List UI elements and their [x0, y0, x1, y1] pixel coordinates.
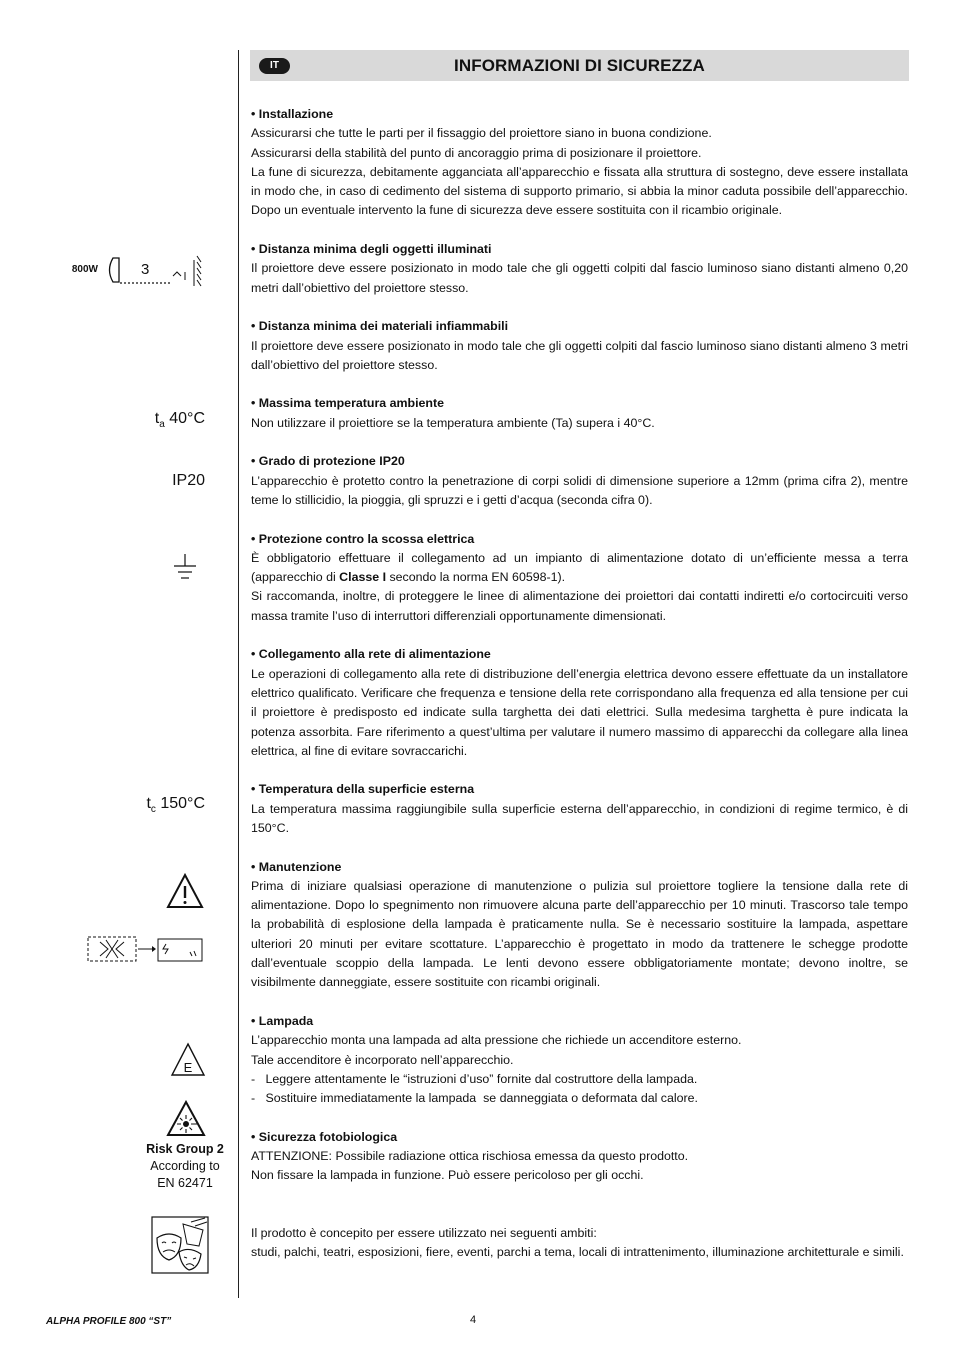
ground-icon [172, 552, 198, 582]
standard-label: EN 62471 [157, 1176, 213, 1190]
page-number: 4 [470, 1314, 477, 1326]
list-item: - Sostituire immediatamente la lampada se danneggiata o deformata dal calore. [251, 1091, 699, 1106]
paragraph: Il proiettore deve essere posizionato in modo tale che gli oggetti colpiti dal fascio luminoso siano distanti almeno 0,20 metri dall’obiettivo del proiettore stesso. [251, 261, 908, 295]
paragraph: La temperatura massima raggiungibile sulla superficie esterna dell’apparecchio, in condizioni di regime termico, è di 150°C. [251, 801, 908, 835]
section-collegamento [251, 645, 908, 761]
according-to-label: According to [150, 1159, 220, 1173]
section-scossa-elettrica [251, 530, 908, 626]
section-lampada [251, 1012, 908, 1108]
paragraph: Tale accenditore è incorporato nell’apparecchio. [251, 1052, 514, 1067]
section-temperatura-ambiente [251, 394, 908, 433]
text-run: secondo la norma EN 60598-1). [386, 570, 566, 585]
paragraph: studi, palchi, teatri, esposizioni, fiere, eventi, parchi a tema, locali di intrattenimento, illuminazione architetturale e simili. [251, 1244, 904, 1259]
section-manutenzione [251, 858, 908, 993]
tc-symbol: t [146, 795, 151, 812]
tc-value: 150°C [160, 795, 205, 812]
section-heading: • Installazione [251, 107, 334, 121]
lamp-e-icon [170, 1042, 206, 1078]
ta-value: 40°C [169, 410, 205, 427]
section-heading: • Manutenzione [251, 859, 342, 874]
section-heading: • Sicurezza fotobiologica [251, 1129, 398, 1144]
warning-icon [166, 872, 204, 910]
paragraph: Le operazioni di collegamento alla rete di distribuzione dell’energia elettrica devono essere effettuate da un installatore elettrico qualificato. Verificare che frequenza e tensione della rete corrispondano alla frequenza ed alla tensione per cui il proiettore è predisposto ed indicate sulla targhetta dei dati elettrici. Sulla medesima targhetta è pure indicata la potenza assorbita. Fare riferimento a quest’ultima per valutare il numero massimo di apparecchi da collegare alla linea elettrica, al fine di evitare sovraccarichi. [251, 666, 908, 758]
power-label: 800W [71, 264, 98, 275]
page-title: INFORMAZIONI DI SICUREZZA [454, 56, 705, 75]
risk-group-label: Risk Group 2 [146, 1142, 224, 1156]
section-fotobiologica [251, 1128, 908, 1186]
section-distanza-oggetti [251, 240, 908, 298]
section-heading: • Grado di protezione IP20 [251, 454, 405, 469]
surface-temperature-label [110, 795, 205, 815]
section-heading: • Protezione contro la scossa elettrica [251, 531, 475, 546]
tc-subscript: c [150, 804, 156, 816]
language-badge: IT [259, 58, 290, 74]
list-item: - Leggere attentamente le “istruzioni d’uso” fornite dal costruttore della lampada. [251, 1071, 698, 1086]
paragraph: Si raccomanda, inoltre, di proteggere le linee di alimentazione dei proiettori dai contatti indiretti e/o cortocircuiti verso massa tramite l’uso di interruttori differenziali opportunamente dimensionati. [251, 589, 908, 623]
section-grado-protezione [251, 452, 908, 510]
ambient-temperature-label [110, 410, 205, 430]
paragraph [251, 549, 908, 588]
section-heading: • Massima temperatura ambiente [251, 396, 445, 411]
theatre-masks-icon [151, 1216, 209, 1274]
laser-radiation-icon [166, 1100, 206, 1138]
section-heading: • Distanza minima degli oggetti illuminati [251, 242, 492, 257]
main-content [251, 105, 908, 1282]
section-ambiti [251, 1224, 908, 1263]
ip-rating-label: IP20 [172, 472, 205, 489]
section-heading: • Collegamento alla rete di alimentazione [251, 647, 491, 662]
paragraph: La fune di sicurezza, debitamente agganciata all’apparecchio e fissata alla struttura di sostegno, deve essere installata in modo che, in caso di cedimento del sistema di supporto primario, si abbia la minor caduta possibile dell’apparecchio. Dopo un eventuale intervento la fune di sicurezza deve essere sostituita con il ricambio originale. [251, 164, 908, 218]
class-i-label: Classe I [339, 570, 387, 585]
paragraph: Assicurarsi che tutte le parti per il fissaggio del proiettore siano in buona condizione. [251, 126, 712, 141]
paragraph: Assicurarsi della stabilità del punto di ancoraggio prima di posizionare il proiettore. [251, 145, 702, 160]
section-distanza-infiammabili [251, 317, 908, 375]
paragraph: Il prodotto è concepito per essere utilizzato nei seguenti ambiti: [251, 1225, 597, 1240]
section-temperatura-superficie [251, 780, 908, 838]
vertical-divider [238, 50, 239, 1298]
paragraph: Prima di iniziare qualsiasi operazione di manutenzione o pulizia sul proiettore togliere la tensione dalla rete di alimentazione. Dopo lo spegnimento non rimuovere alcuna parte dell’apparecchio per 10 minuti. Trascorso tale tempo la probabilità di esplosione della lampada è praticamente nulla. Se è necessario sostituire la lampada, aspettare ulteriori 20 minuti per evitare scottature. L’apparecchio è progettato in modo da trattenere le schegge prodotte dall’eventuale scoppio della lampada. Le lenti devono essere obbligatoriamente montate; devono inoltre, se visibilmente danneggiate, essere sostituite con ricambi originali. [251, 878, 908, 990]
lamp-distance-icon [101, 250, 211, 290]
paragraph: Non fissare la lampada in funzione. Può essere pericoloso per gli occhi. [251, 1168, 644, 1183]
paragraph: L’apparecchio è protetto contro la penetrazione di corpi solidi di dimensione superiore a 12mm (prima cifra 2), mentre teme lo stillicidio, la pioggia, gli spruzzi e i getti d’acqua (seconda cifra 0). [251, 473, 908, 507]
section-heading: • Temperatura della superficie esterna [251, 782, 475, 797]
ta-subscript: a [159, 419, 165, 431]
broken-lens-icon [86, 934, 206, 966]
paragraph: Non utilizzare il proiettiore se la temperatura ambiente (Ta) supera i 40°C. [251, 415, 655, 430]
text-run: È obbligatorio effettuare il collegamento ad un impianto di alimentazione dotato di un’efficiente messa a terra (apparecchio di [251, 550, 908, 585]
distance-value: 3 [141, 261, 150, 278]
ta-symbol: t [154, 410, 160, 427]
section-installazione [251, 105, 908, 221]
paragraph: L’apparecchio monta una lampada ad alta pressione che richiede un accenditore esterno. [251, 1033, 742, 1048]
paragraph: ATTENZIONE: Possibile radiazione ottica rischiosa emessa da questo prodotto. [251, 1149, 689, 1164]
paragraph: Il proiettore deve essere posizionato in modo tale che gli oggetti colpiti dal fascio luminoso siano distanti almeno 3 metri dall’obiettivo del proiettore stesso. [251, 338, 908, 372]
footer-product-name: ALPHA PROFILE 800 “ST” [46, 1316, 172, 1327]
section-heading: • Lampada [251, 1013, 314, 1028]
svg-text:E: E [183, 1060, 193, 1075]
section-heading: • Distanza minima dei materiali infiammabili [251, 319, 509, 334]
